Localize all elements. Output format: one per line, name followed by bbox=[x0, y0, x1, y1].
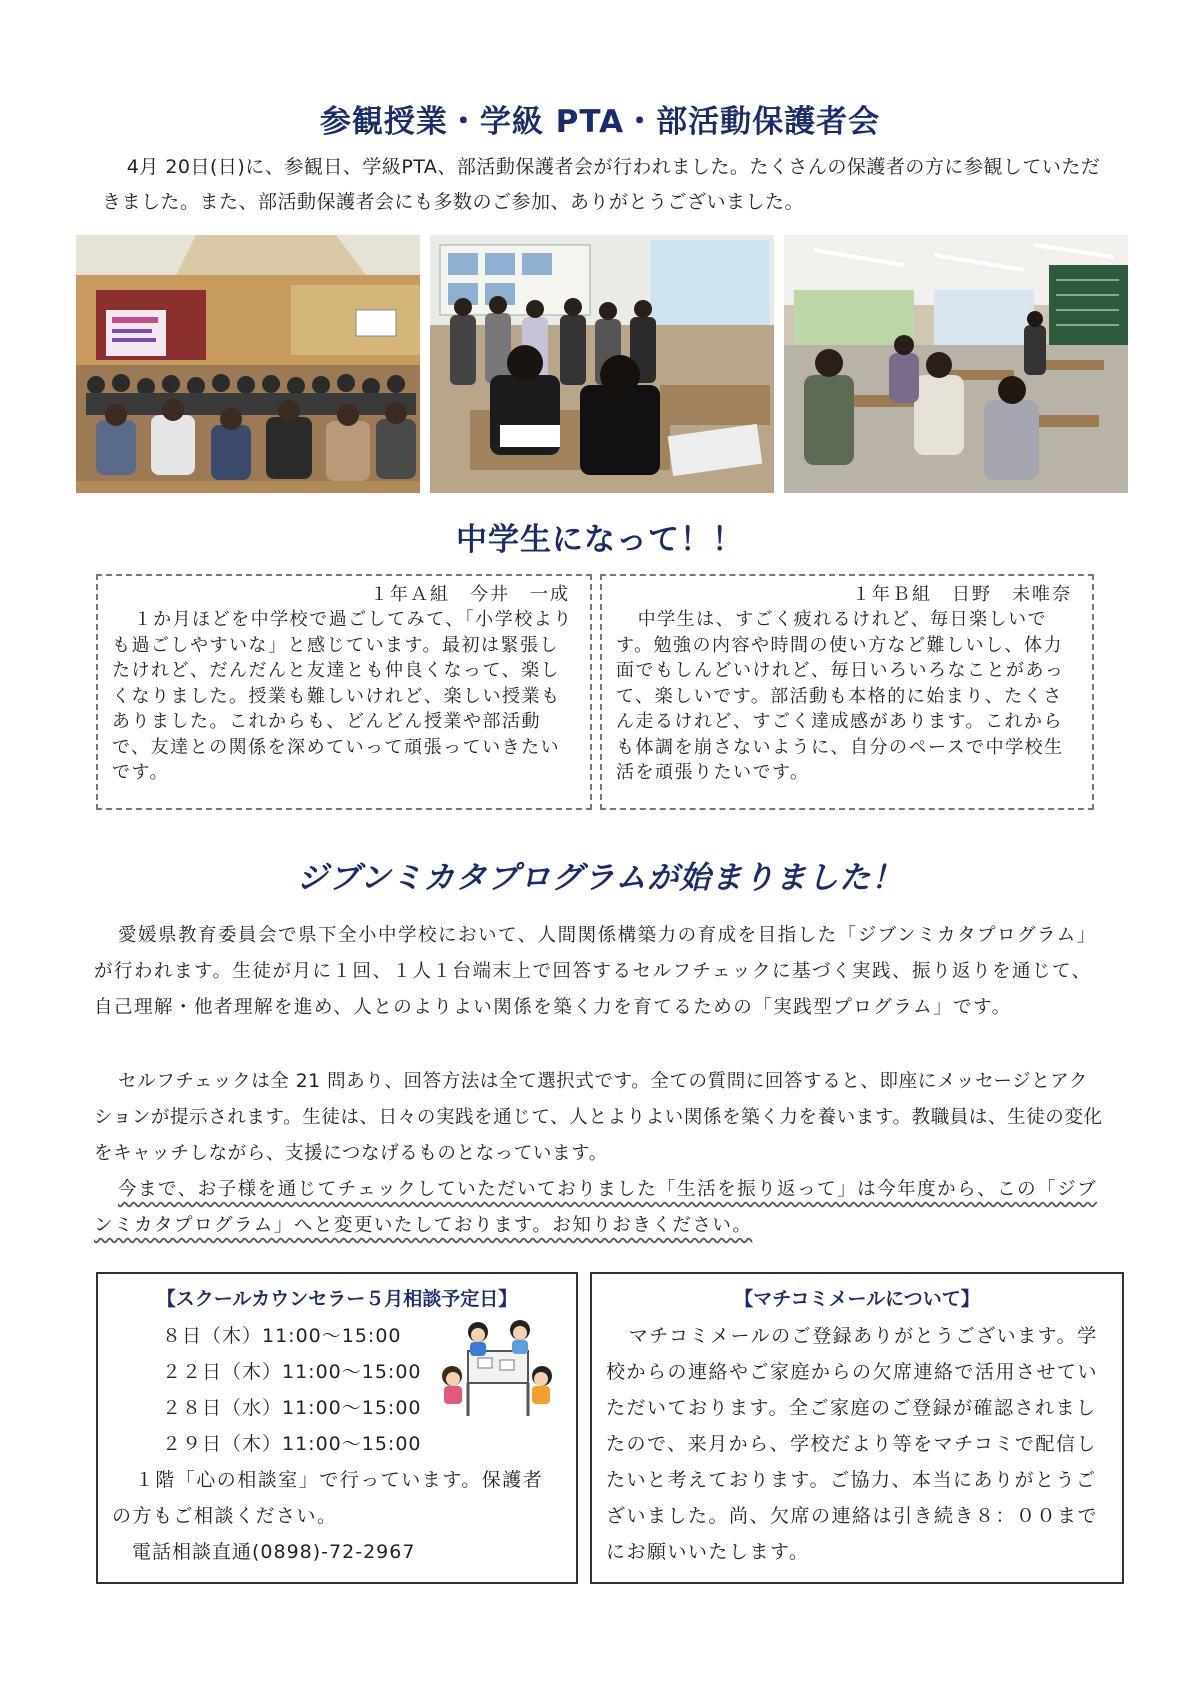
essay-author: １年Ｂ組 日野 未唯奈 bbox=[852, 584, 1072, 605]
essay-author: １年Ａ組 今井 一成 bbox=[370, 584, 570, 605]
essay-body: １か月ほどを中学校で過ごしてみて、「小学校よりも過ごしやすいな」と感じています。最初は緊張したけれど、だんだんと友達とも仲良くなって、楽しくなりました。授業も難しいけれど、楽しい授業もありました。これからも、どんどん授業や部活動で、友達との関係を深めていって頑張っていきたいです。 bbox=[112, 609, 573, 783]
machicomi-title: 【マチコミメールについて】 bbox=[734, 1288, 980, 1310]
section3-title: ジブンミカタプログラムが始まりました！ bbox=[296, 860, 904, 896]
counselor-note: １階「心の相談室」で行っています。保護者の方もご相談ください。 bbox=[112, 1469, 544, 1527]
section1-title: 参観授業・学級 PTA・部活動保護者会 bbox=[319, 104, 881, 140]
section3-paragraph-2: セルフチェックは全 21 問あり、回答方法は全て選択式です。全ての質問に回答すると、即座にメッセージとアクションが提示されます。生徒は、日々の実践を通じて、人とよりよい関係を築く力を養います。教職員は、生徒の変化をキャッチしながら、支援につなげるものとなっています。 bbox=[94, 1071, 1103, 1164]
section3-paragraph-1: 愛媛県教育委員会で県下全小中学校において、人間関係構築力の育成を目指した「ジブンミカタプログラム」が行われます。生徒が月に１回、１人１台端末上で回答するセルフチェックに基づく実践、振り返りを通じて、自己理解・他者理解を進め、人とのよりよい関係を築く力を育てるための「実践型プログラム」です。 bbox=[94, 925, 1097, 1018]
essay-card bbox=[600, 574, 1094, 810]
section3-paragraph-3 bbox=[94, 1172, 1106, 1244]
section1-text: 4月 20日(日)に、参観日、学級PTA、部活動保護者会が行われました。たくさんの保護者の方に参観していただきました。また、部活動保護者会にも多数のご参加、ありがとうございました。 bbox=[102, 156, 1101, 213]
photo-strip bbox=[76, 235, 1128, 493]
schedule-row: ２２日（木）11:00～15:00 bbox=[162, 1361, 422, 1383]
essay-card bbox=[96, 574, 592, 810]
schedule-row: ２８日（水）11:00～15:00 bbox=[162, 1397, 422, 1419]
students-at-table-illustration bbox=[438, 1316, 556, 1428]
photo-classroom-observation bbox=[430, 235, 774, 493]
machicomi-box bbox=[590, 1272, 1124, 1584]
underlined-notice: 今まで、お子様を通じてチェックしていただいておりました「生活を振り返って」は今年度から、この「ジブンミカタプログラム」へと変更いたしております。お知りおきください。 bbox=[94, 1179, 1098, 1236]
photo-gym-meeting bbox=[76, 235, 420, 493]
machicomi-text: マチコミメールのご登録ありがとうございます。学校からの連絡やご家庭からの欠席連絡で活用させていただいております。全ご家庭のご登録が確認されましたので、来月から、学校だより等をマチコミで配信したいと考えております。ご協力、本当にありがとうございました。尚、欠席の連絡は引き続き８：００までにお願いいたします。 bbox=[606, 1325, 1099, 1563]
section2-title: 中学生になって！！ bbox=[456, 522, 744, 558]
counselor-title: 【スクールカウンセラー５月相談予定日】 bbox=[156, 1288, 518, 1310]
counselor-phone: 電話相談直通(0898)-72-2967 bbox=[132, 1541, 416, 1563]
schedule-row: ８日（木）11:00～15:00 bbox=[162, 1325, 402, 1347]
schedule-row: ２９日（木）11:00～15:00 bbox=[162, 1433, 422, 1455]
counselor-box bbox=[96, 1272, 578, 1584]
photo-classroom-writing bbox=[784, 235, 1128, 493]
essay-body: 中学生は、すごく疲れるけれど、毎日楽しいです。勉強の内容や時間の使い方など難しいし、体力面でもしんどいけれど、毎日いろいろなことがあって、楽しいです。部活動も本格的に始まり、たくさん走るけれど、すごく達成感があります。これからも体調を崩さないように、自分のペースで中学校生活を頑張りたいです。 bbox=[616, 609, 1065, 783]
